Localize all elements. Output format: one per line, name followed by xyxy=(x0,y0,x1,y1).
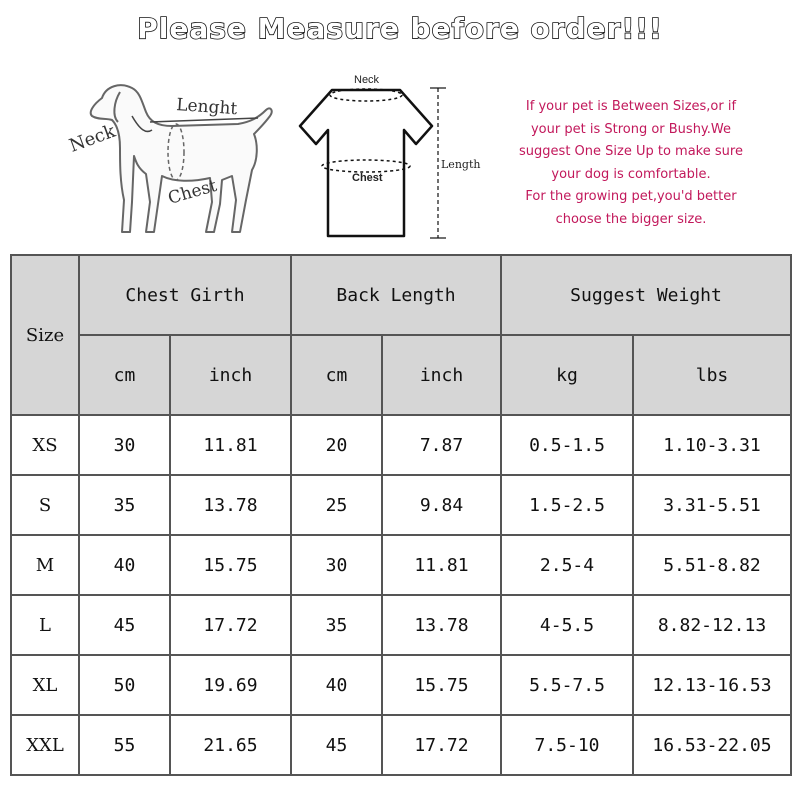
shirt-neck-label: Neck xyxy=(354,74,380,86)
table-cell: 5.51-8.82 xyxy=(633,535,791,595)
header-back-length: Back Length xyxy=(291,255,501,335)
table-cell: 1.10-3.31 xyxy=(633,415,791,475)
shirt-measurement-illustration xyxy=(292,68,492,248)
unit-header: lbs xyxy=(633,335,791,415)
dog-length-label: Lenght xyxy=(175,95,238,120)
size-cell: S xyxy=(11,475,79,535)
table-cell: 7.5-10 xyxy=(501,715,633,775)
table-row xyxy=(11,595,791,655)
table-cell: 0.5-1.5 xyxy=(501,415,633,475)
size-cell: XS xyxy=(11,415,79,475)
note-line: your dog is comfortable. xyxy=(551,166,711,182)
table-row xyxy=(11,475,791,535)
table-cell: 1.5-2.5 xyxy=(501,475,633,535)
table-cell: 11.81 xyxy=(170,415,291,475)
table-cell: 5.5-7.5 xyxy=(501,655,633,715)
size-cell: XL xyxy=(11,655,79,715)
table-cell: 13.78 xyxy=(170,475,291,535)
table-cell: 21.65 xyxy=(170,715,291,775)
table-cell: 12.13-16.53 xyxy=(633,655,791,715)
note-line: your pet is Strong or Bushy.We xyxy=(530,121,731,137)
table-cell: 40 xyxy=(291,655,382,715)
page-title: Please Measure before order!!! xyxy=(137,12,663,45)
table-cell: 17.72 xyxy=(170,595,291,655)
table-cell: 35 xyxy=(79,475,170,535)
unit-header: inch xyxy=(382,335,501,415)
table-cell: 30 xyxy=(79,415,170,475)
shirt-outline xyxy=(300,90,432,236)
table-cell: 15.75 xyxy=(170,535,291,595)
table-cell: 19.69 xyxy=(170,655,291,715)
dog-neck-label: Neck xyxy=(66,120,119,157)
dog-chest-label: Chest xyxy=(165,175,220,209)
header-suggest-weight: Suggest Weight xyxy=(501,255,791,335)
sizing-advice-note xyxy=(500,96,762,231)
dog-measurement-illustration xyxy=(62,72,282,247)
table-cell: 25 xyxy=(291,475,382,535)
table-row xyxy=(11,715,791,775)
table-cell: 20 xyxy=(291,415,382,475)
size-cell: XXL xyxy=(11,715,79,775)
shirt-length-label: Length xyxy=(441,158,481,171)
header-size: Size xyxy=(11,255,79,415)
table-cell: 50 xyxy=(79,655,170,715)
header-chest-girth: Chest Girth xyxy=(79,255,291,335)
note-line: If your pet is Between Sizes,or if xyxy=(525,99,737,114)
table-cell: 15.75 xyxy=(382,655,501,715)
table-cell: 4-5.5 xyxy=(501,595,633,655)
table-cell: 8.82-12.13 xyxy=(633,595,791,655)
table-cell: 17.72 xyxy=(382,715,501,775)
shirt-chest-label: Chest xyxy=(352,172,383,184)
size-chart-table xyxy=(10,254,792,776)
table-cell: 7.87 xyxy=(382,415,501,475)
table-cell: 40 xyxy=(79,535,170,595)
table-cell: 16.53-22.05 xyxy=(633,715,791,775)
unit-header: cm xyxy=(291,335,382,415)
table-cell: 55 xyxy=(79,715,170,775)
size-cell: M xyxy=(11,535,79,595)
note-line: For the growing pet,you'd better xyxy=(525,189,737,204)
table-cell: 35 xyxy=(291,595,382,655)
note-line: suggest One Size Up to make sure xyxy=(519,144,743,159)
table-cell: 13.78 xyxy=(382,595,501,655)
table-cell: 45 xyxy=(79,595,170,655)
table-cell: 11.81 xyxy=(382,535,501,595)
unit-header: inch xyxy=(170,335,291,415)
table-row xyxy=(11,415,791,475)
table-row xyxy=(11,655,791,715)
table-cell: 3.31-5.51 xyxy=(633,475,791,535)
dog-length-line xyxy=(150,118,258,122)
table-cell: 45 xyxy=(291,715,382,775)
table-cell: 2.5-4 xyxy=(501,535,633,595)
table-cell: 30 xyxy=(291,535,382,595)
unit-header: kg xyxy=(501,335,633,415)
table-row xyxy=(11,535,791,595)
unit-header: cm xyxy=(79,335,170,415)
size-cell: L xyxy=(11,595,79,655)
note-line: choose the bigger size. xyxy=(555,211,707,227)
table-cell: 9.84 xyxy=(382,475,501,535)
